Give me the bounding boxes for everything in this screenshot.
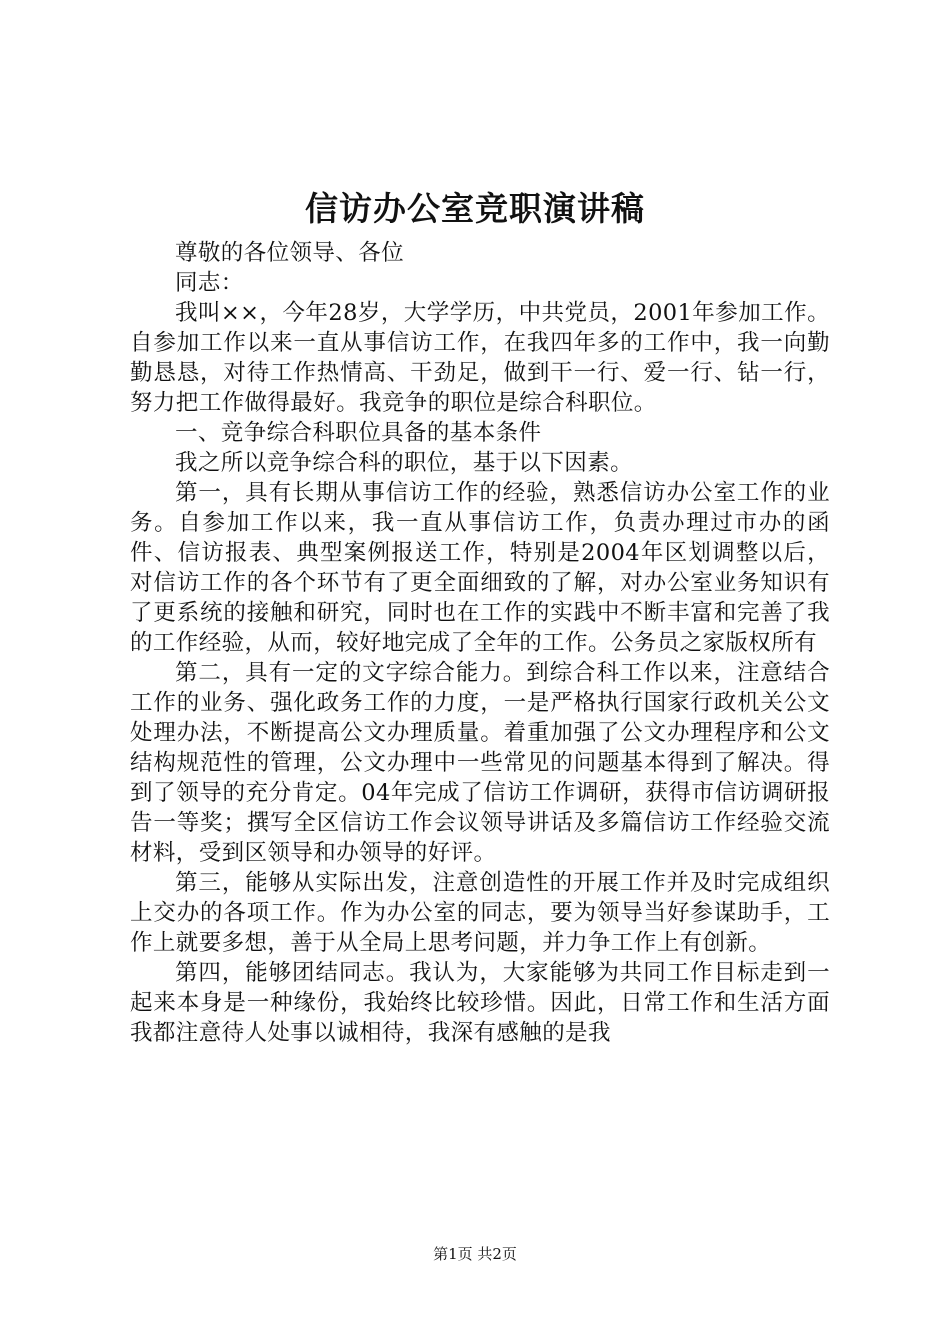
paragraph-first: 第一，具有长期从事信访工作的经验，熟悉信访办公室工作的业务。自参加工作以来，我一直从事信访工作，负责办理过市办的函件、信访报表、典型案例报送工作，特别是2004年区划调整以后，对信访工作的各个环节有了更全面细致的了解，对办公室业务知识有了更系统的接触和研究，同时也在工作的实践中不断丰富和完善了我的工作经验，从而，较好地完成了全年的工作。公务员之家版权所有 bbox=[130, 480, 830, 656]
paragraph-third: 第三，能够从实际出发，注意创造性的开展工作并及时完成组织上交办的各项工作。作为办公室的同志，要为领导当好参谋助手，工作上就要多想，善于从全局上思考问题，并力争工作上有创新。 bbox=[130, 870, 830, 956]
salutation-line-2: 同志： bbox=[175, 270, 244, 296]
salutation-line-1: 尊敬的各位领导、各位 bbox=[175, 240, 405, 266]
paragraph-intro: 我叫××，今年28岁，大学学历，中共党员，2001年参加工作。自参加工作以来一直从事信访工作，在我四年多的工作中，我一向勤勤恳恳，对待工作热情高、干劲足，做到干一行、爱一行、钻一行，努力把工作做得最好。我竞争的职位是综合科职位。 bbox=[130, 300, 830, 416]
document-body bbox=[130, 238, 830, 1048]
page-title: 信访办公室竞职演讲稿 bbox=[305, 189, 645, 228]
section-heading-1: 一、竞争综合科职位具备的基本条件 bbox=[175, 420, 542, 446]
paragraph-fourth: 第四，能够团结同志。我认为，大家能够为共同工作目标走到一起来本身是一种缘份，我始终比较珍惜。因此，日常工作和生活方面我都注意待人处事以诚相待，我深有感触的是我 bbox=[130, 960, 830, 1046]
paragraph-reason-intro: 我之所以竞争综合科的职位，基于以下因素。 bbox=[175, 450, 634, 476]
page-footer: 第1页 共2页 bbox=[433, 1245, 517, 1263]
paragraph-second: 第二，具有一定的文字综合能力。到综合科工作以来，注意结合工作的业务、强化政务工作的力度，一是严格执行国家行政机关公文处理办法，不断提高公文办理质量。着重加强了公文办理程序和公文结构规范性的管理，公文办理中一些常见的问题基本得到了解决。得到了领导的充分肯定。04年完成了信访工作调研，获得市信访调研报告一等奖；撰写全区信访工作会议领导讲话及多篇信访工作经验交流材料，受到区领导和办领导的好评。 bbox=[130, 660, 830, 866]
